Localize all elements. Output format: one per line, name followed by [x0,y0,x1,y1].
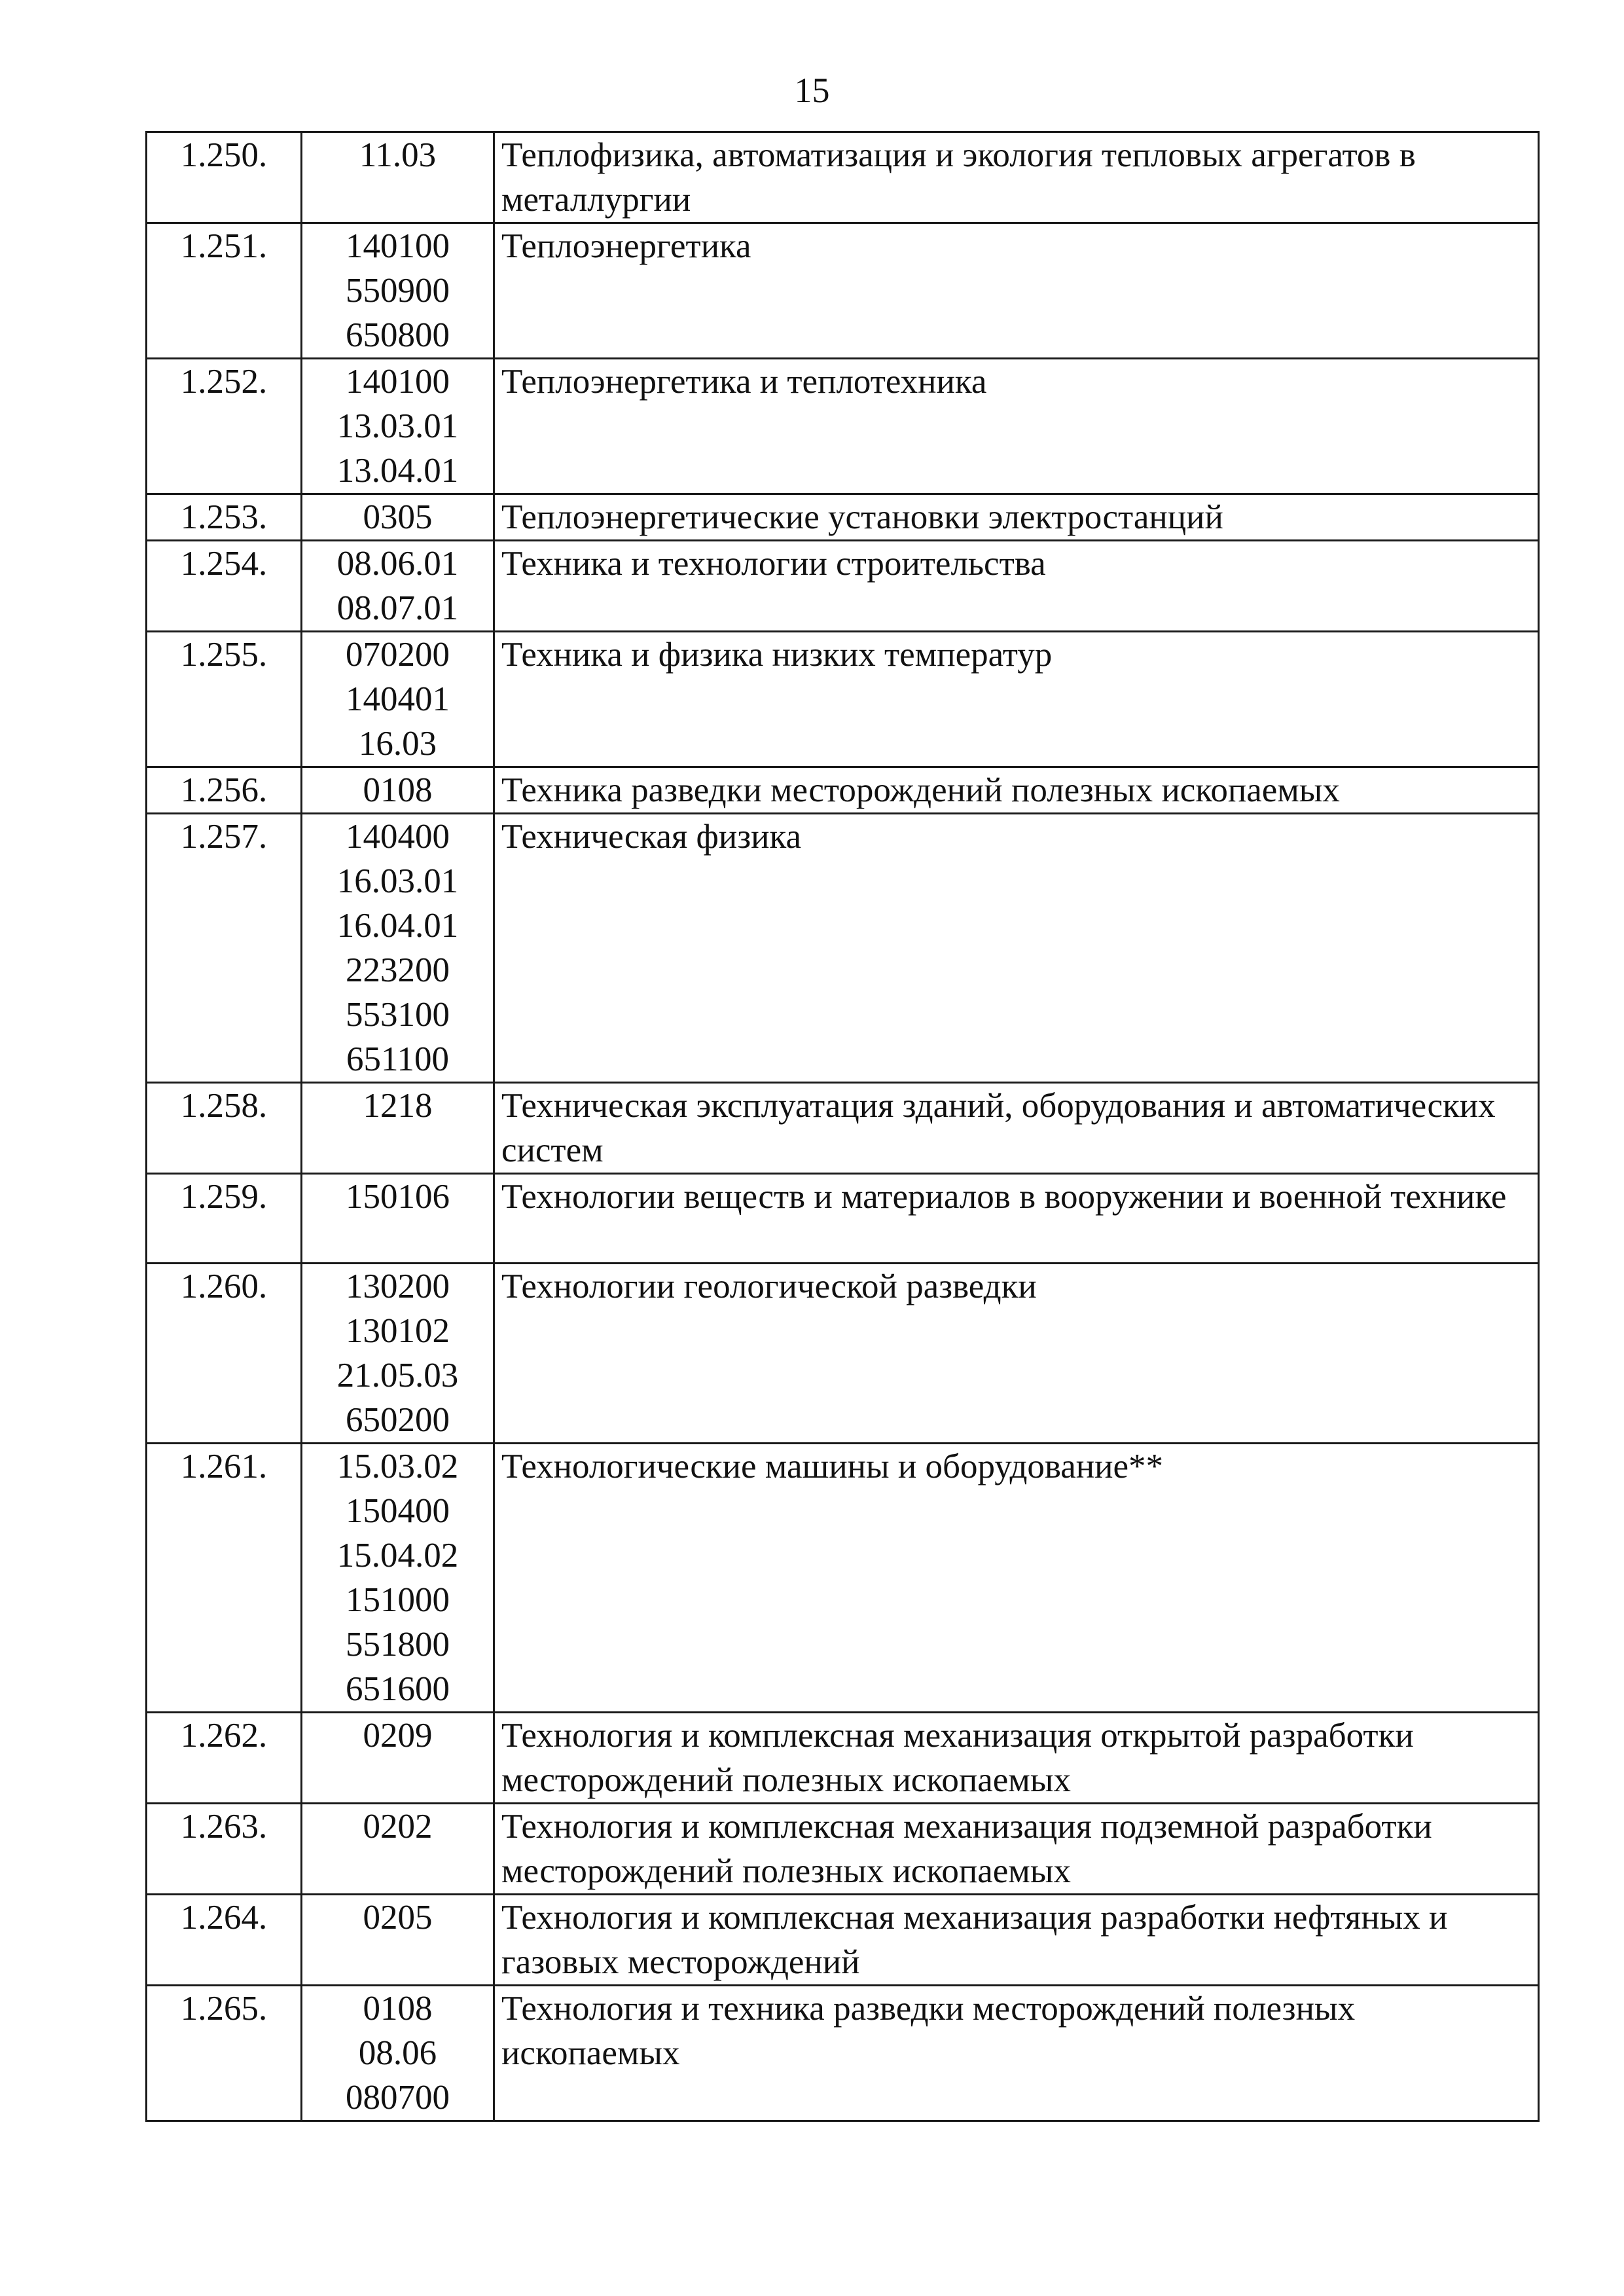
row-codes [302,223,494,359]
row-codes [302,1264,494,1444]
row-number: 1.250. [147,132,302,223]
table-row [147,767,1539,814]
row-number: 1.255. [147,632,302,767]
row-name: Техническая физика [494,814,1539,1083]
row-name: Технология и комплексная механизация открытой разработки месторождений полезных ископаемых [494,1713,1539,1804]
row-number: 1.258. [147,1083,302,1174]
row-codes [302,132,494,223]
row-codes [302,1713,494,1804]
row-number: 1.257. [147,814,302,1083]
table-row [147,1713,1539,1804]
row-name: Технология и техника разведки месторождений полезных ископаемых [494,1986,1539,2121]
row-name: Теплоэнергетика и теплотехника [494,359,1539,494]
code-value: 0108 [363,1990,433,2028]
table-row [147,541,1539,632]
row-number: 1.253. [147,494,302,541]
row-name: Техническая эксплуатация зданий, оборудования и автоматических систем [494,1083,1539,1174]
row-number: 1.259. [147,1174,302,1264]
row-codes [302,541,494,632]
specialties-table [145,131,1540,2122]
row-codes [302,1444,494,1713]
row-codes [302,1804,494,1895]
table-row [147,1444,1539,1713]
code-value: 651100 [346,1040,450,1078]
row-codes [302,1895,494,1986]
code-value: 0205 [363,1899,433,1937]
code-value: 1218 [363,1087,433,1125]
table-row [147,1804,1539,1895]
code-value: 08.06 [358,2034,437,2072]
code-value: 15.03.02 [336,1448,459,1485]
row-codes [302,632,494,767]
code-value: 11.03 [359,136,437,174]
code-value: 0209 [363,1717,433,1755]
code-value: 650200 [346,1401,450,1439]
row-name: Техника и технологии строительства [494,541,1539,632]
row-name: Технологические машины и оборудование** [494,1444,1539,1713]
code-value: 650800 [346,316,450,354]
code-value: 550900 [346,272,450,310]
table-row [147,1264,1539,1444]
row-name: Технология и комплексная механизация подземной разработки месторождений полезных ископаемых [494,1804,1539,1895]
code-value: 15.04.02 [336,1537,459,1575]
code-value: 13.03.01 [336,407,459,445]
code-value: 151000 [346,1581,450,1619]
code-value: 0202 [363,1808,433,1846]
table-row [147,223,1539,359]
row-number: 1.256. [147,767,302,814]
code-value: 140401 [346,680,450,718]
code-value: 130102 [346,1312,450,1350]
row-number: 1.264. [147,1895,302,1986]
code-value: 08.06.01 [336,545,459,583]
row-number: 1.263. [147,1804,302,1895]
code-value: 21.05.03 [336,1357,459,1394]
code-value: 553100 [346,996,450,1034]
row-codes [302,359,494,494]
table-row [147,1174,1539,1264]
row-number: 1.261. [147,1444,302,1713]
code-value: 651600 [346,1670,450,1708]
code-value: 08.07.01 [336,589,459,627]
row-number: 1.254. [147,541,302,632]
row-number: 1.265. [147,1986,302,2121]
row-name: Теплоэнергетика [494,223,1539,359]
table-row [147,1895,1539,1986]
row-codes [302,814,494,1083]
code-value: 140100 [346,227,450,265]
code-value: 13.04.01 [336,452,459,490]
code-value: 150400 [346,1492,450,1530]
row-codes [302,494,494,541]
code-value: 16.03 [358,725,437,763]
code-value: 140100 [346,363,450,401]
row-name: Технологии геологической разведки [494,1264,1539,1444]
row-name: Технология и комплексная механизация разработки нефтяных и газовых месторождений [494,1895,1539,1986]
row-codes [302,1986,494,2121]
row-name: Технологии веществ и материалов в вооружении и военной технике [494,1174,1539,1264]
row-number: 1.262. [147,1713,302,1804]
row-number: 1.251. [147,223,302,359]
code-value: 223200 [346,951,450,989]
row-codes [302,767,494,814]
code-value: 16.03.01 [336,862,459,900]
table-row [147,359,1539,494]
code-value: 080700 [346,2079,450,2117]
table-row [147,132,1539,223]
row-name: Техника разведки месторождений полезных ископаемых [494,767,1539,814]
code-value: 150106 [346,1178,450,1216]
page-number: 15 [794,71,830,110]
table-row [147,632,1539,767]
code-value: 140400 [346,818,450,856]
row-name: Теплоэнергетические установки электростанций [494,494,1539,541]
row-number: 1.260. [147,1264,302,1444]
row-codes [302,1174,494,1264]
row-name: Техника и физика низких температур [494,632,1539,767]
code-value: 130200 [346,1267,450,1305]
code-value: 0108 [363,771,433,809]
row-codes [302,1083,494,1174]
table-row [147,1986,1539,2121]
table-row [147,1083,1539,1174]
row-number: 1.252. [147,359,302,494]
code-value: 16.04.01 [336,907,459,945]
table-row [147,494,1539,541]
code-value: 070200 [346,636,450,674]
table-row [147,814,1539,1083]
code-value: 551800 [346,1626,450,1664]
row-name: Теплофизика, автоматизация и экология тепловых агрегатов в металлургии [494,132,1539,223]
code-value: 0305 [363,498,433,536]
